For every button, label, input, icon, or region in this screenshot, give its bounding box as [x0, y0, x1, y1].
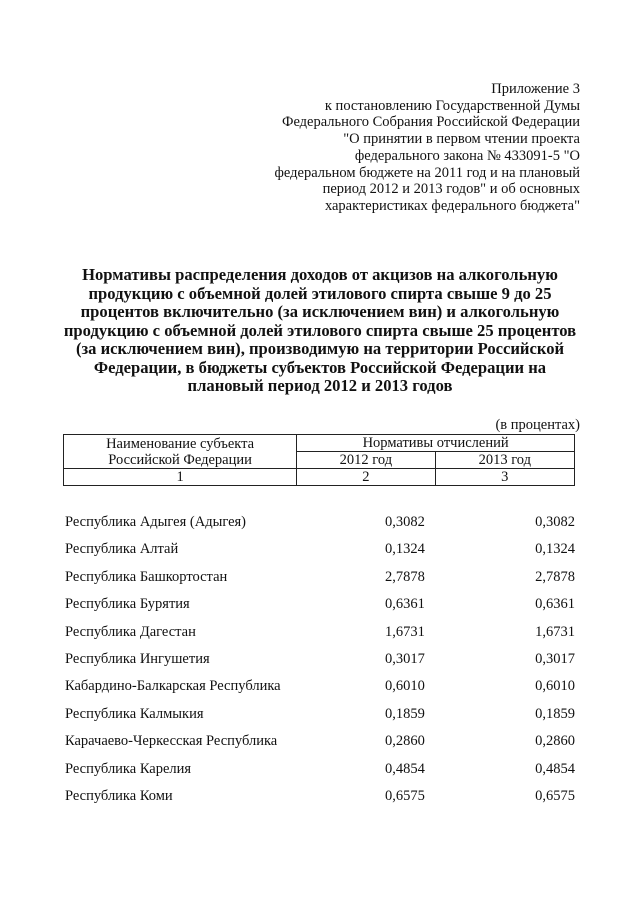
value-2013: 1,6731 [535, 623, 575, 640]
value-2012: 0,2860 [385, 733, 425, 750]
header-subject-line2: Российской Федерации [108, 451, 252, 468]
table-row [63, 731, 575, 758]
title-line: Федерации, в бюджеты субъектов Российской Федерации на [93, 357, 547, 377]
subject-name: Республика Башкортостан [65, 568, 228, 585]
value-2013: 0,2860 [535, 733, 575, 750]
column-number-2: 2 [297, 469, 435, 486]
document-title [60, 266, 580, 396]
subject-name: Республика Бурятия [65, 596, 190, 613]
table-row [63, 759, 575, 786]
value-2012: 0,4854 [385, 760, 425, 777]
subject-name: Республика Карелия [65, 760, 192, 777]
subject-name: Республика Дагестан [65, 623, 196, 640]
table-body [63, 512, 575, 813]
table-row [63, 567, 575, 594]
value-2013: 0,1324 [535, 541, 575, 558]
column-number-1: 1 [64, 469, 297, 486]
value-2013: 0,3017 [535, 650, 575, 667]
table-row [63, 594, 575, 621]
header-year-2013: 2013 год [435, 452, 574, 469]
title-line: (за исключением вин), производимую на территории Российской [75, 339, 565, 358]
appendix-line: период 2012 и 2013 годов" и об основных [322, 181, 580, 198]
title-line: процентов включительно (за исключением вин) и алкогольную [80, 302, 560, 321]
value-2012: 0,3082 [385, 514, 425, 530]
subject-name: Кабардино-Балкарская Республика [65, 678, 281, 695]
value-2012: 0,6010 [385, 678, 425, 695]
value-2012: 0,6575 [385, 787, 425, 804]
value-2012: 0,3017 [385, 650, 425, 667]
title-line: Нормативы распределения доходов от акцизов на алкогольную [82, 265, 558, 284]
header-subject-line1: Наименование субъекта [106, 435, 255, 452]
table-row [63, 676, 575, 703]
value-2013: 0,1859 [535, 705, 575, 722]
table-header [63, 434, 575, 486]
header-norms: Нормативы отчислений [297, 435, 575, 452]
title-line: продукцию с объемной долей этилового спирта свыше 9 до 25 [88, 283, 552, 303]
title-line: плановый период 2012 и 2013 годов [187, 376, 453, 395]
appendix-line: характеристиках федерального бюджета" [324, 197, 580, 214]
header-subject [64, 435, 297, 469]
units-label: (в процентах) [495, 417, 580, 433]
subject-name: Карачаево-Черкесская Республика [65, 733, 278, 750]
table-row [63, 704, 575, 731]
value-2013: 0,6361 [535, 596, 575, 613]
value-2013: 2,7878 [535, 568, 575, 585]
appendix-line: Федерального Собрания Российской Федерации [281, 114, 580, 131]
table-row [63, 512, 575, 539]
header-year-2012: 2012 год [297, 452, 435, 469]
appendix-reference [260, 81, 580, 215]
table-row [63, 539, 575, 566]
appendix-line: Приложение 3 [491, 81, 580, 97]
table-row [63, 786, 575, 813]
subject-name: Республика Алтай [65, 541, 179, 558]
subject-name: Республика Коми [65, 787, 173, 804]
value-2012: 1,6731 [385, 623, 425, 640]
subject-name: Республика Ингушетия [65, 650, 210, 667]
value-2013: 0,6575 [535, 787, 575, 804]
value-2012: 0,1324 [385, 541, 425, 558]
table-row [63, 649, 575, 676]
column-number-3: 3 [435, 469, 574, 486]
value-2012: 0,6361 [385, 596, 425, 613]
subject-name: Республика Адыгея (Адыгея) [65, 514, 247, 530]
title-line: продукцию с объемной долей этилового спирта свыше 25 процентов [63, 320, 577, 340]
appendix-line: федерального закона № 433091-5 "О [354, 147, 580, 164]
value-2013: 0,4854 [535, 760, 575, 777]
appendix-line: к постановлению Государственной Думы [324, 97, 580, 114]
table-row [63, 622, 575, 649]
value-2013: 0,6010 [535, 678, 575, 695]
appendix-line: федеральном бюджете на 2011 год и на плановый [274, 164, 580, 181]
value-2012: 2,7878 [385, 568, 425, 585]
subject-name: Республика Калмыкия [65, 705, 204, 722]
value-2013: 0,3082 [535, 514, 575, 530]
appendix-line: "О принятии в первом чтении проекта [343, 131, 580, 148]
value-2012: 0,1859 [385, 705, 425, 722]
